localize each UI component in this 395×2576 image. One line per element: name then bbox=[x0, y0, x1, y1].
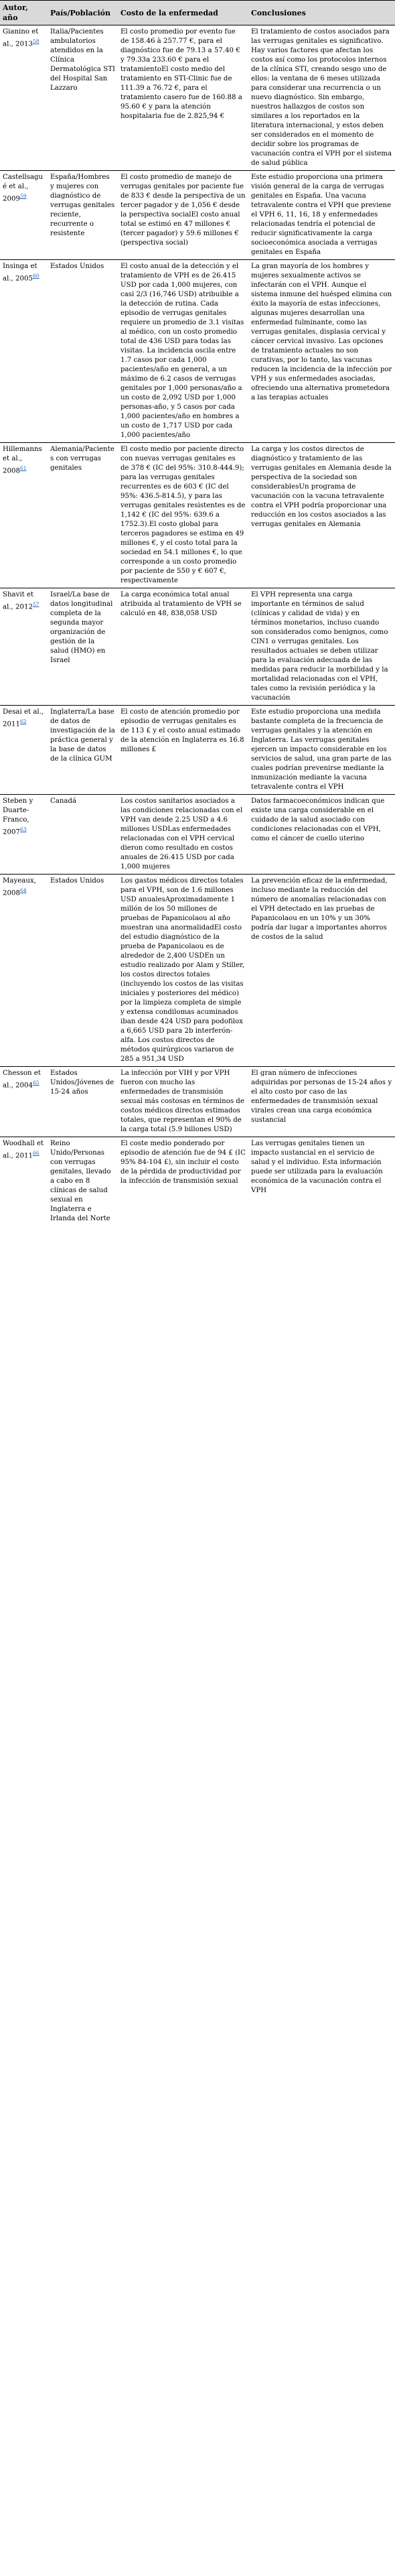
table-row bbox=[0, 795, 395, 875]
cost-cell: El coste medio ponderado por episodio de atención fue de 94 £ (IC 95% 84-104 £), sin incluir el costo de la pérdida de productividad por la infección de transmisión sexual bbox=[121, 1140, 246, 1185]
conclusion-cell: El VPH representa una carga importante en términos de salud (clínicas y calidad de vida) y en términos monetarios, incluso cuando son considerados como benignos, como CIN1 o verrugas genitales. Los resultados actuales se deben utilizar para la evaluación adecuada de las medidas para reducir la morbilidad y la mortalidad relacionadas con el VPH, tales como la revisión periódica y la vacunación bbox=[248, 588, 395, 706]
population-cell: España/Hombres y mujeres con diagnóstico de verrugas genitales reciente, recurrente o resistente bbox=[48, 171, 118, 260]
table-row bbox=[0, 1067, 395, 1137]
author-cell bbox=[0, 795, 48, 875]
author-cell bbox=[0, 1067, 48, 1137]
conclusion-cell: Este estudio proporciona una medida bastante completa de la frecuencia de verrugas genitales y la atención en Inglaterra. Las verrugas genitales ejercen un impacto considerable en los servicios de salud, una gran parte de las cuales podrían prevenirse mediante la inmunización mediante la vacuna tetravalente contra el VPH bbox=[248, 706, 395, 795]
author-text: Gianino et al., 2013 bbox=[3, 28, 39, 48]
population-cell: Inglaterra/La base de datos de investigación de la práctica general y la base de datos de la clínica GUM bbox=[48, 706, 118, 795]
author-cell bbox=[0, 588, 48, 706]
population-cell: Israel/La base de datos longitudinal completa de la segunda mayor organización de gestión de la salud (HMO) en Israel bbox=[48, 588, 118, 706]
header-row bbox=[0, 1, 395, 25]
citation-link[interactable]: 63 bbox=[19, 826, 27, 832]
conclusion-cell: El gran número de infecciones adquiridas por personas de 15-24 años y el alto costo por caso de las enfermedades de transmisión sexual virales crean una carga económica sustancial bbox=[248, 1067, 395, 1137]
author-cell bbox=[0, 875, 48, 1067]
author-text: Desai et al., 2011 bbox=[3, 708, 44, 728]
table-row bbox=[0, 588, 395, 706]
population-cell: Reino Unido/Personas con verrugas genitales, llevado a cabo en 8 clínicas de salud sexual en Inglaterra e Irlanda del Norte bbox=[50, 1140, 111, 1222]
conclusion-cell: La gran mayoría de los hombres y mujeres sexualmente activos se infectarán con el VPH. Aunque el sistema inmune del huésped elimina con éxito la mayoría de estas infecciones, algunas mujeres desarrollan una enfermedad fulminante, como las verrugas genitales, displasia cervical y cáncer cervical invasivo. Las opciones de tratamiento actuales no son curativas, por lo tanto, las vacunas reducen la incidencia de la infección por VPH y sus enfermedades asociadas, ofreciendo una alternativa prometedora a las terapias actuales bbox=[248, 260, 395, 443]
cost-cell: La carga económica total anual atribuida al tratamiento de VPH se calculó en 48, 838,058 USD bbox=[118, 588, 248, 706]
author-text: Hillemanns et al., 2008 bbox=[3, 446, 42, 475]
conclusion-cell: Este estudio proporciona una primera visión general de la carga de verrugas genitales en España. Una vacuna tetravalente contra el VPH que previene el VPH 6, 11, 16, 18 y enfermedades relacionadas tendría el potencial de reducir significativamente la carga socioeconómica asociada a verrugas genitales en España bbox=[248, 171, 395, 260]
table-row bbox=[0, 25, 395, 171]
table-row bbox=[0, 1137, 395, 1226]
author-text: Woodhall et al., 2011 bbox=[3, 1140, 44, 1160]
author-text: Shavit et al., 2012 bbox=[3, 591, 34, 611]
citation-link[interactable]: 60 bbox=[32, 273, 40, 279]
cost-cell: Los gastos médicos directos totales para el VPH, son de 1.6 millones USD anualesAproximadamente 1 millón de los 50 millones de pruebas de Papanicolaou al año muestran una anormalidadEl costo del estudio diagnóstico de la prueba de Papanicolaou es de alrededor de 2,400 USDEn un estudio realizado por Alam y Stiller, los costos directos totales (incluyendo los costos de las visitas iniciales y posteriores del médico) por la limpieza completa de simple y extensa condilomas acuminados iban desde 424 USD para podofilox a 6,665 USD para 2b interferón-alfa. Los costos directos de métodos quirúrgicos variaron de 285 a 951,34 USD bbox=[118, 875, 248, 1067]
header-author: Autor, año bbox=[0, 1, 48, 25]
cost-cell: El costo promedio por evento fue de 158.46 à 257.77 €, para el diagnóstico fue de 79.13 a 57.40 € y 79.33a 233.60 € para el tratamientoEl costo medio del tratamiento en STI-Clinic fue de 111.39 a 76.72 €, para el tratamiento casero fue de 160.88 a 95.60 € y para la atención hospitalaria fue de 2.825,94 € bbox=[118, 25, 248, 171]
author-cell bbox=[0, 171, 48, 260]
population-cell: Estados Unidos bbox=[48, 260, 118, 443]
header-cost: Costo de la enfermedad bbox=[118, 1, 248, 25]
author-text: Steben y Duarte-Franco, 2007 bbox=[3, 797, 33, 836]
citation-link[interactable]: 66 bbox=[32, 1150, 40, 1156]
author-cell bbox=[0, 25, 48, 171]
citation-link[interactable]: 62 bbox=[19, 718, 27, 724]
table-row bbox=[0, 706, 395, 795]
population-cell: Canadá bbox=[48, 795, 118, 875]
population-cell: Estados Unidos bbox=[48, 875, 118, 1067]
cost-studies-table bbox=[0, 0, 395, 1226]
header-population: País/Población bbox=[48, 1, 118, 25]
conclusion-cell: El tratamiento de costos asociados para las verrugas genitales es significativo. Hay varios factores que afectan los costos así como los protocolos internos de la clínica STI, creando sesgo uno de ellos: la ventana de 6 meses utilizada para considerar una recurrencia o un nuevo diagnóstico. Sin embargo, nuestros hallazgos de costos son similares a los reportados en la literatura internacional, y estos deben ser considerados en el momento de decidir sobre los programas de vacunación contra el VPH por el sistema de salud pública bbox=[248, 25, 395, 171]
citation-link[interactable]: 59 bbox=[19, 193, 27, 199]
table-header bbox=[0, 1, 395, 25]
conclusion-cell: Datos farmacoeconómicos indican que existe una carga considerable en el cuidado de la salud asociado con condiciones relacionadas con el VPH, como el cáncer de cuello uterino bbox=[248, 795, 395, 875]
author-cell bbox=[0, 706, 48, 795]
citation-link[interactable]: 65 bbox=[32, 1080, 40, 1086]
citation-link[interactable]: 57 bbox=[32, 601, 40, 607]
author-text: Mayeaux, 2008 bbox=[3, 877, 36, 897]
author-cell bbox=[0, 443, 48, 588]
cost-cell: El costo anual de la detección y el tratamiento de VPH es de 26.415 USD por cada 1,000 mujeres, con casi 2/3 (16,746 USD) atribuible a la detección de rutina. Cada episodio de verrugas genitales requiere un promedio de 3.1 visitas al médico, con un costo promedio total de 436 USD para todas las visitas. La incidencia oscila entre 1.7 casos por cada 1,000 pacientes/año en general, a un máximo de 6.2 casos de verrugas genitales por 1,000 personas/año a un costo de 2,092 USD por 1,000 personas-año, y 5 casos por cada 1,000 pacientes/año en hombres a un costo de 1,717 USD por cada 1,000 pacientes/año bbox=[118, 260, 248, 443]
table-row bbox=[0, 443, 395, 588]
citation-link[interactable]: 64 bbox=[19, 887, 27, 893]
table-row bbox=[0, 260, 395, 443]
cost-cell: La infección por VIH y por VPH fueron con mucho las enfermedades de transmisión sexual más costosas en términos de costos médicos directos estimados totales, que representan el 90% de la carga total (5.9 billones USD) bbox=[118, 1067, 248, 1137]
author-cell bbox=[0, 260, 48, 443]
table-row bbox=[0, 171, 395, 260]
table-body bbox=[0, 25, 395, 1226]
author-text: Insinga et al., 2005 bbox=[3, 263, 37, 283]
conclusion-cell: Las verrugas genitales tienen un impacto sustancial en el servicio de salud y el individuo. Esta información puede ser utilizada para la evaluación económica de la vacunación contra el VPH bbox=[251, 1140, 383, 1194]
author-cell bbox=[0, 1137, 48, 1226]
cost-cell: El costo medio por paciente directo con nuevas verrugas genitales es de 378 € (IC del 95%: 310.8-444.9); para las verrugas genitales recurrentes es de 603 € (IC del 95%: 436.5-814.5), y para las verrugas genitales resistentes es de 1,142 € (IC del 95%: 639.6 a 1752.3).El costo global para terceros pagadores se estima en 49 millones €, y el costo total para la sociedad en 54.1 millones €, lo que corresponde a un costo promedio por paciente de 550 y € 607 €, respectivamente bbox=[118, 443, 248, 588]
conclusion-cell: La carga y los costos directos de diagnóstico y tratamiento de las verrugas genitales en Alemania desde la perspectiva de la sociedad son considerablesUn programa de vacunación con la vacuna tetravalente contra el VPH podría proporcionar una reducción en los costos asociados a las verrugas genitales en Alemania bbox=[248, 443, 395, 588]
cost-cell: El costo promedio de manejo de verrugas genitales por paciente fue de 833 € desde la perspectiva de un tercer pagador y de 1,056 € desde la perspectiva socialEl costo anual total se estimó en 47 millones € (tercer pagador) y 59.6 millones € (perspectiva social) bbox=[118, 171, 248, 260]
header-conclusion: Conclusiones bbox=[248, 1, 395, 25]
citation-link[interactable]: 61 bbox=[19, 465, 27, 471]
conclusion-cell: La prevención eficaz de la enfermedad, incluso mediante la reducción del número de anomalías relacionadas con el VPH detectado en las pruebas de Papanicolaou en un 10% y un 30% podría dar lugar a importantes ahorros de costos de la salud bbox=[248, 875, 395, 1067]
author-text: Castellsagué et al., 2009 bbox=[3, 174, 44, 203]
population-cell: Estados Unidos/Jóvenes de 15-24 años bbox=[48, 1067, 118, 1137]
author-text: Chesson et al., 2004 bbox=[3, 1070, 41, 1090]
citation-link[interactable]: 58 bbox=[32, 38, 40, 44]
cost-cell: Los costos sanitarios asociados a las condiciones relacionadas con el VPH van desde 2.25 USD a 4.6 millones USDLas enfermedades relacionadas con el VPH cervical dieron como resultado en costos anuales de 26.415 USD por cada 1,000 mujeres bbox=[118, 795, 248, 875]
population-cell: Alemania/Pacientes con verrugas genitales bbox=[48, 443, 118, 588]
cost-cell: El costo de atención promedio por episodio de verrugas genitales es de 113 £ y el costo anual estimado de la atención en Inglaterra es 16.8 millones £ bbox=[118, 706, 248, 795]
table-row bbox=[0, 875, 395, 1067]
population-cell: Italia/Pacientes ambulatorios atendidos en la Clínica Dermatológica STI del Hospital San Lazzaro bbox=[48, 25, 118, 171]
